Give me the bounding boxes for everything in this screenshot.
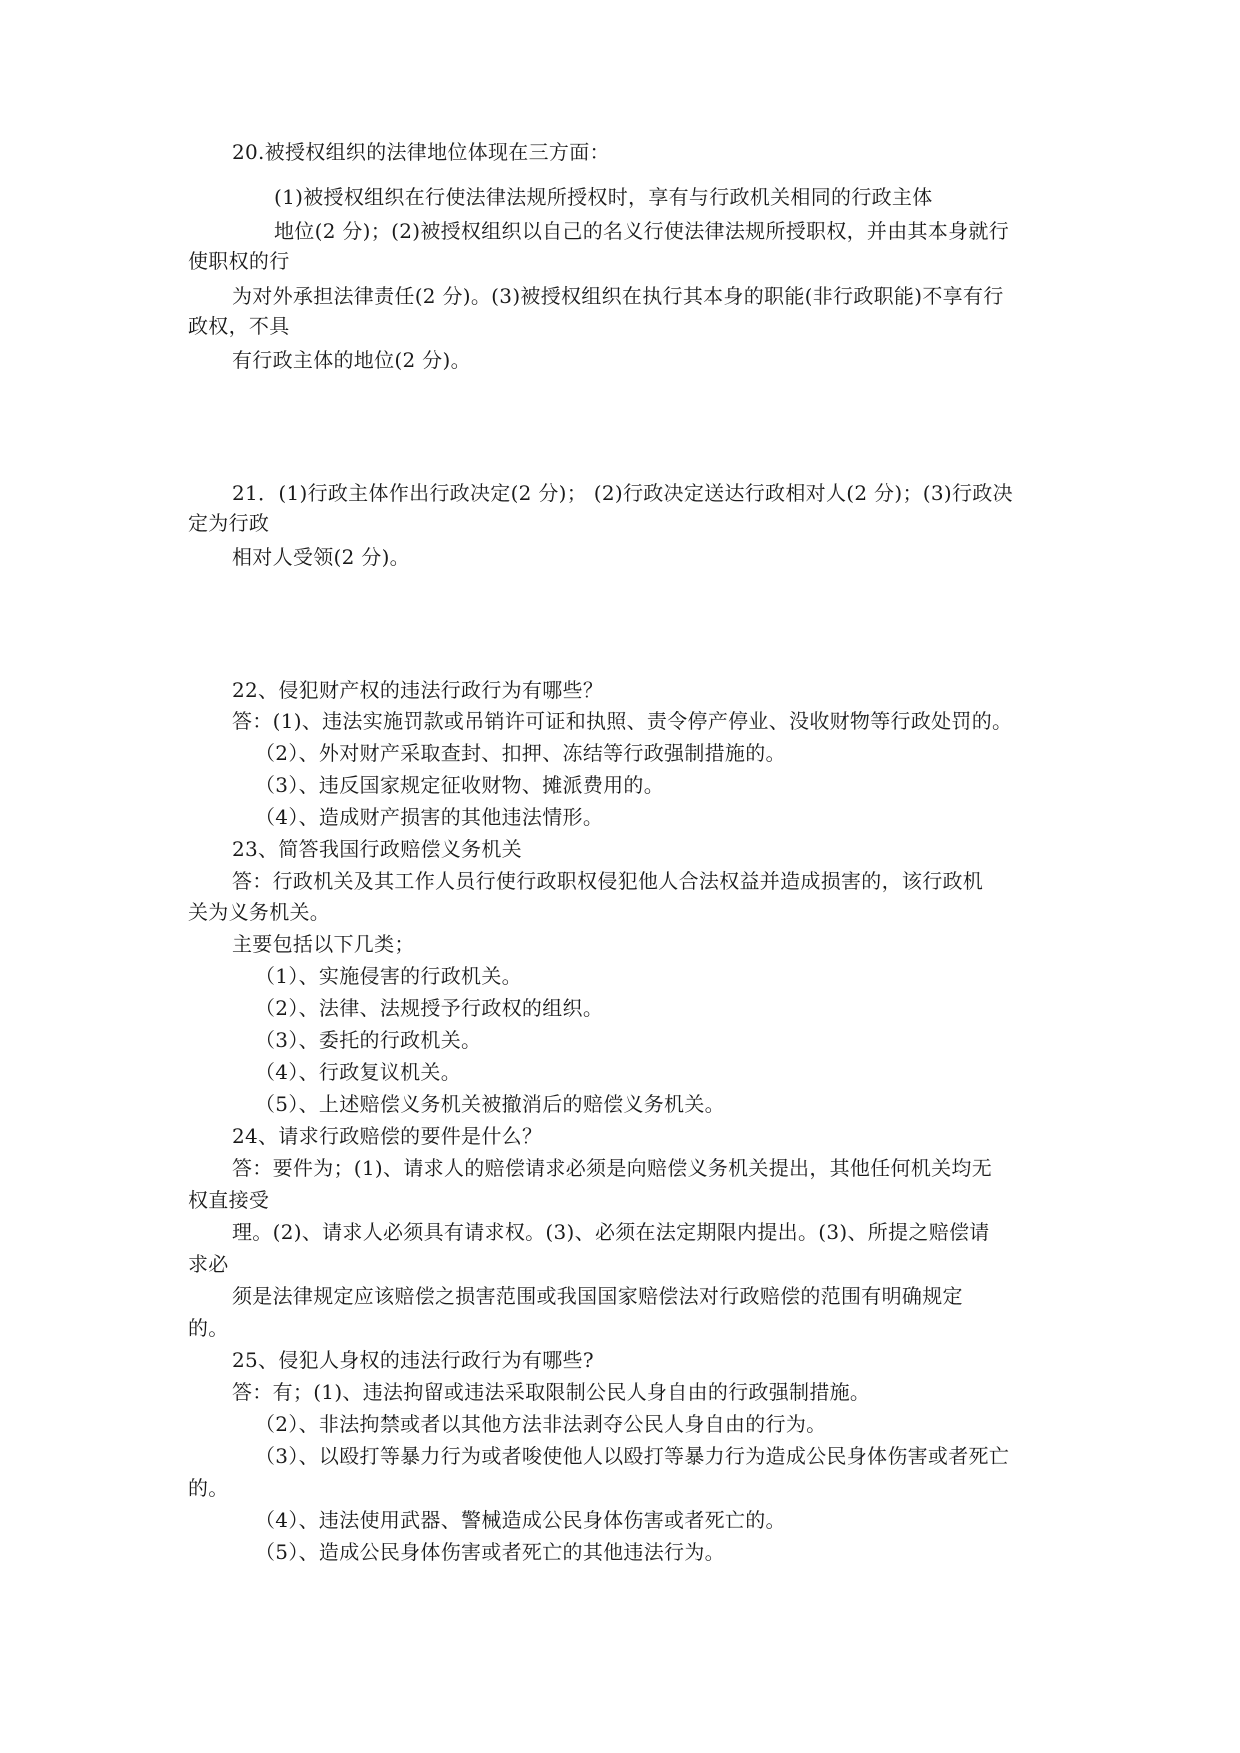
q24-line-3: 理。(2)、请求人必须具有请求权。(3)、必须在法定期限内提出。(3)、所提之赔偿请 bbox=[232, 1220, 990, 1244]
q23-answer-line-2: 关为义务机关。 bbox=[188, 900, 331, 924]
q22-answer: 答：(1)、违法实施罚款或吊销许可证和执照、责令停产停业、没收财物等行政处罚的。 bbox=[232, 709, 1013, 733]
q23-heading: 23、简答我国行政赔偿义务机关 bbox=[232, 837, 522, 861]
q25-item-4: （4）、违法使用武器、警械造成公民身体伤害或者死亡的。 bbox=[255, 1508, 786, 1532]
q22-item-4: （4）、造成财产损害的其他违法情形。 bbox=[255, 805, 604, 829]
q25-answer: 答：有；(1)、违法拘留或违法采取限制公民人身自由的行政强制措施。 bbox=[232, 1380, 871, 1404]
q20-heading: 20.被授权组织的法律地位体现在三方面： bbox=[232, 140, 610, 164]
q25-item-3: （3）、以殴打等暴力行为或者唆使他人以殴打等暴力行为造成公民身体伤害或者死亡 bbox=[255, 1444, 1010, 1468]
q23-answer-line-1: 答：行政机关及其工作人员行使行政职权侵犯他人合法权益并造成损害的，该行政机 bbox=[232, 869, 984, 893]
q24-line-4: 求必 bbox=[188, 1252, 229, 1276]
q20-line-5: 政权，不具 bbox=[188, 314, 290, 338]
q22-item-3: （3）、违反国家规定征收财物、摊派费用的。 bbox=[255, 773, 665, 797]
q24-line-1: 答：要件为；(1)、请求人的赔偿请求必须是向赔偿义务机关提出，其他任何机关均无 bbox=[232, 1156, 993, 1180]
q21-line-2: 定为行政 bbox=[188, 511, 270, 535]
q23-item-2: （2）、法律、法规授予行政权的组织。 bbox=[255, 996, 604, 1020]
q20-line-2: 地位(2 分)；(2)被授权组织以自己的名义行使法律法规所授职权，并由其本身就行 bbox=[274, 219, 1010, 243]
q20-line-4: 为对外承担法律责任(2 分)。(3)被授权组织在执行其本身的职能(非行政职能)不享有行 bbox=[232, 284, 1004, 308]
q23-item-1: （1）、实施侵害的行政机关。 bbox=[255, 964, 522, 988]
q23-intro: 主要包括以下几类； bbox=[232, 932, 415, 956]
q25-item-2: （2）、非法拘禁或者以其他方法非法剥夺公民人身自由的行为。 bbox=[255, 1412, 827, 1436]
q23-item-4: （4）、行政复议机关。 bbox=[255, 1060, 462, 1084]
q25-item-3-cont: 的。 bbox=[188, 1476, 229, 1500]
q22-item-2: （2）、外对财产采取查封、扣押、冻结等行政强制措施的。 bbox=[255, 741, 786, 765]
q24-heading: 24、请求行政赔偿的要件是什么？ bbox=[232, 1124, 543, 1148]
q23-item-3: （3）、委托的行政机关。 bbox=[255, 1028, 482, 1052]
q20-line-6: 有行政主体的地位(2 分)。 bbox=[232, 348, 471, 372]
q24-line-6: 的。 bbox=[188, 1316, 229, 1340]
q25-heading: 25、侵犯人身权的违法行政行为有哪些? bbox=[232, 1348, 594, 1372]
q23-item-5: （5）、上述赔偿义务机关被撤消后的赔偿义务机关。 bbox=[255, 1092, 725, 1116]
q24-line-5: 须是法律规定应该赔偿之损害范围或我国国家赔偿法对行政赔偿的范围有明确规定 bbox=[232, 1284, 963, 1308]
q22-heading: 22、侵犯财产权的违法行政行为有哪些？ bbox=[232, 678, 604, 702]
q21-line-3: 相对人受领(2 分)。 bbox=[232, 545, 410, 569]
q25-item-5: （5）、造成公民身体伤害或者死亡的其他违法行为。 bbox=[255, 1540, 725, 1564]
q20-line-3: 使职权的行 bbox=[188, 249, 290, 273]
q20-line-1: (1)被授权组织在行使法律法规所授权时，享有与行政机关相同的行政主体 bbox=[274, 185, 933, 209]
q24-line-2: 权直接受 bbox=[188, 1188, 270, 1212]
q21-line-1: 21．(1)行政主体作出行政决定(2 分)； (2)行政决定送达行政相对人(2 分)；(3)行政决 bbox=[232, 481, 1013, 505]
